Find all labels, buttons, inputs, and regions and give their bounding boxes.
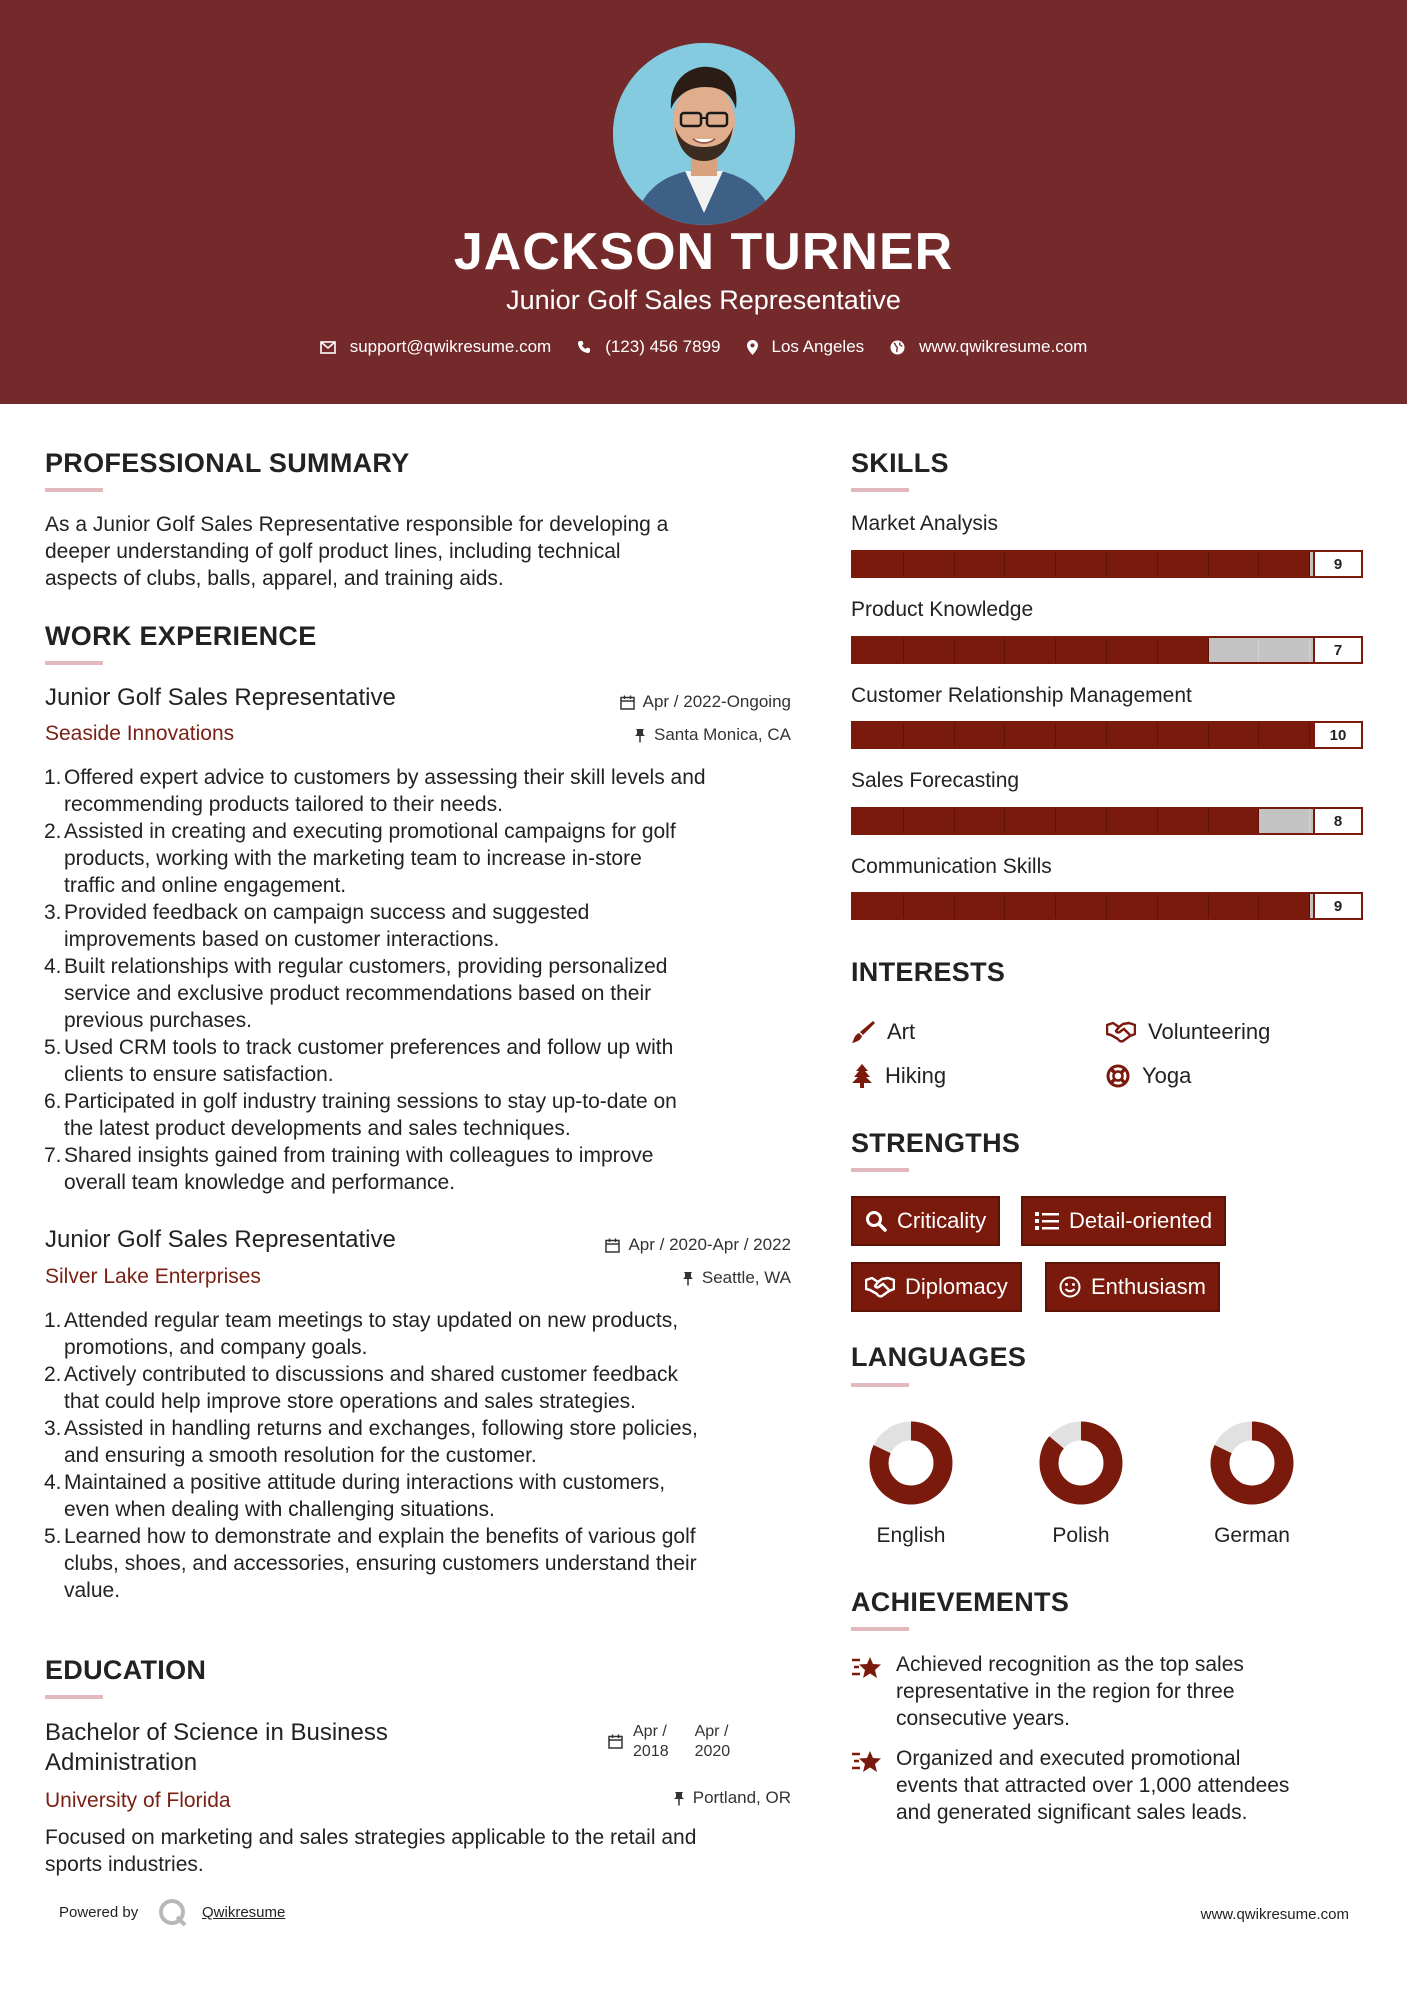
skill-segment	[1158, 723, 1209, 747]
interest-label: Yoga	[1142, 1063, 1192, 1088]
skill-value: 8	[1313, 807, 1363, 835]
date-line: 2020	[694, 1743, 731, 1760]
pushpin-icon	[634, 728, 646, 743]
handshake-icon	[1106, 1021, 1136, 1043]
skill-segment	[1107, 723, 1158, 747]
list-item-line: Participated in golf industry training sessions to stay up-to-date on	[64, 1090, 677, 1113]
list-item-line: Learned how to demonstrate and explain the benefits of various golf	[64, 1525, 696, 1548]
education-description	[45, 1824, 815, 1878]
date-line: Apr /	[694, 1723, 729, 1740]
skill-segment	[853, 894, 904, 918]
degree-line: Bachelor of Science in Business	[45, 1719, 388, 1746]
skill-segment	[1209, 638, 1260, 662]
list-item-line: clients to ensure satisfaction.	[64, 1063, 334, 1086]
strengths-underline	[851, 1168, 909, 1172]
strength-badge	[851, 1196, 1000, 1246]
skill-segment	[955, 809, 1006, 833]
skill-segment	[1158, 638, 1209, 662]
list-item-line: the latest product developments and sales techniques.	[64, 1117, 571, 1140]
school-name: University of Florida	[45, 1789, 231, 1812]
strength-label: Diplomacy	[905, 1274, 1008, 1299]
strength-label: Enthusiasm	[1091, 1274, 1206, 1299]
skill-segment	[1005, 809, 1056, 833]
skill-segment	[1209, 723, 1260, 747]
education-end-date	[695, 1722, 731, 1762]
summary-line: deeper understanding of golf product lines, including technical	[45, 540, 621, 563]
email-text: support@qwikresume.com	[349, 337, 552, 356]
list-icon	[1035, 1211, 1059, 1231]
candidate-title: Junior Golf Sales Representative	[506, 285, 901, 315]
lifebuoy-icon	[1106, 1064, 1130, 1088]
skill-segment	[955, 723, 1006, 747]
language-label: Polish	[1052, 1524, 1110, 1547]
degree-title	[45, 1718, 388, 1778]
smile-icon	[1059, 1276, 1081, 1298]
strengths-heading: STRENGTHS	[851, 1128, 1021, 1158]
skill-value: 7	[1313, 636, 1363, 664]
handshake-icon	[865, 1276, 895, 1298]
job-company: Seaside Innovations	[45, 722, 235, 745]
list-item: 2. Actively contributed to discussions and shared customer feedback that could help improve store operations and sales strategies.	[45, 1361, 805, 1415]
skill-segment	[1107, 638, 1158, 662]
skill-segment	[955, 894, 1006, 918]
list-item-line: Used CRM tools to track customer preferences and follow up with	[64, 1036, 674, 1059]
achievement-line: Achieved recognition as the top sales	[896, 1653, 1244, 1676]
date-line: 2018	[633, 1743, 669, 1760]
achievements-underline	[851, 1627, 909, 1631]
language-donut	[1038, 1420, 1124, 1506]
achievement-line: and generated significant sales leads.	[896, 1801, 1248, 1824]
list-item: 2. Assisted in creating and executing promotional campaigns for golf products, working with the marketing team to increase in-store traffic and online engagement.	[45, 818, 805, 899]
job-dates-text: Apr / 2020-Apr / 2022	[628, 1235, 791, 1254]
language-donut	[868, 1420, 954, 1506]
skill-label: Market Analysis	[851, 512, 999, 535]
list-item-line: promotions, and company goals.	[64, 1336, 368, 1359]
skill-segment	[1209, 894, 1260, 918]
list-item-line: Actively contributed to discussions and shared customer feedback	[64, 1363, 678, 1386]
description-line: sports industries.	[45, 1853, 204, 1876]
job-location	[500, 1268, 791, 1288]
skill-segment	[955, 638, 1006, 662]
work-underline	[45, 661, 103, 665]
list-item-line: recommending products tailored to their needs.	[64, 793, 503, 816]
contact-phone[interactable]	[577, 337, 720, 357]
language-donut	[1209, 1420, 1295, 1506]
skill-bar	[851, 721, 1363, 749]
summary-underline	[45, 488, 103, 492]
list-item-line: Provided feedback on campaign success and suggested	[64, 901, 590, 924]
skill-segment	[1158, 809, 1209, 833]
degree-line: Administration	[45, 1749, 198, 1776]
skill-segment	[1107, 809, 1158, 833]
footer-brand-link[interactable]: Qwikresume	[202, 1904, 286, 1921]
skill-segment	[853, 809, 904, 833]
job-location-text: Seattle, WA	[701, 1268, 791, 1287]
list-item: 6. Participated in golf industry training sessions to stay up-to-date on the latest product developments and sales techniques.	[45, 1088, 805, 1142]
calendar-icon	[605, 1238, 620, 1253]
education-dates	[608, 1722, 730, 1762]
list-item-line: overall team knowledge and performance.	[64, 1171, 456, 1194]
skill-segment	[904, 638, 955, 662]
list-item-line: Built relationships with regular customers, providing personalized	[64, 955, 668, 978]
pushpin-icon	[682, 1271, 694, 1286]
list-item-line: traffic and online engagement.	[64, 874, 347, 897]
list-item-line: Offered expert advice to customers by assessing their skill levels and	[64, 766, 706, 789]
skill-segment	[1259, 809, 1310, 833]
list-item-line: Attended regular team meetings to stay updated on new products,	[64, 1309, 679, 1332]
resume-header	[0, 0, 1407, 404]
interest-label: Volunteering	[1148, 1019, 1271, 1044]
list-item-line: Maintained a positive attitude during interactions with customers,	[64, 1471, 666, 1494]
list-item-line: clubs, shoes, and accessories, ensuring customers understand their	[64, 1552, 697, 1575]
skill-segment	[1056, 894, 1107, 918]
list-item: 3. Assisted in handling returns and exchanges, following store policies, and ensuring a smooth resolution for the customer.	[45, 1415, 805, 1469]
strength-badge	[1021, 1196, 1226, 1246]
footer-url[interactable]: www.qwikresume.com	[1200, 1906, 1349, 1923]
contact-email[interactable]	[320, 337, 552, 357]
job-location-text: Santa Monica, CA	[653, 725, 791, 744]
list-item: 7. Shared insights gained from training with colleagues to improve overall team knowledge and performance.	[45, 1142, 805, 1196]
list-item-line: improvements based on customer interactions.	[64, 928, 500, 951]
skill-segment	[904, 894, 955, 918]
education-heading: EDUCATION	[45, 1655, 207, 1685]
job-dates	[500, 1235, 791, 1255]
footer-powered-by: Powered by	[59, 1904, 139, 1921]
list-item-line: Assisted in handling returns and exchanges, following store policies,	[64, 1417, 698, 1440]
language-label: German	[1214, 1524, 1290, 1547]
skill-segment	[1005, 638, 1056, 662]
skill-label: Customer Relationship Management	[851, 684, 1192, 707]
phone-icon	[577, 340, 591, 354]
calendar-icon	[620, 695, 635, 710]
skill-segment	[1209, 552, 1260, 576]
contact-bar	[0, 337, 1407, 357]
skill-bar	[851, 892, 1363, 920]
strength-label: Detail-oriented	[1069, 1208, 1213, 1233]
interest-label: Art	[887, 1019, 916, 1044]
education-underline	[45, 1695, 103, 1699]
skill-segment	[904, 809, 955, 833]
languages-underline	[851, 1383, 909, 1387]
date-line: Apr /	[633, 1723, 667, 1740]
skill-bar	[851, 550, 1363, 578]
pushpin-icon	[673, 1791, 685, 1806]
skill-segment	[1209, 809, 1260, 833]
skill-bar	[851, 807, 1363, 835]
trophy-star-icon	[851, 1748, 883, 1774]
list-item-line: Assisted in creating and executing promotional campaigns for golf	[64, 820, 676, 843]
job-location	[500, 725, 791, 745]
website-text: www.qwikresume.com	[919, 337, 1088, 356]
skill-segment	[1259, 723, 1310, 747]
skill-segment	[1056, 638, 1107, 662]
trophy-star-icon	[851, 1654, 883, 1680]
interest-label: Hiking	[885, 1063, 947, 1088]
job-dates	[500, 692, 791, 712]
job-title: Junior Golf Sales Representative	[45, 684, 396, 711]
achievements-heading: ACHIEVEMENTS	[851, 1587, 1070, 1617]
skill-segment	[853, 723, 904, 747]
languages-heading: LANGUAGES	[851, 1342, 1027, 1372]
work-heading: WORK EXPERIENCE	[45, 621, 317, 651]
skill-segment	[1005, 894, 1056, 918]
candidate-name: JACKSON TURNER	[453, 223, 954, 281]
skill-segment	[853, 638, 904, 662]
summary-heading: PROFESSIONAL SUMMARY	[45, 448, 410, 478]
skills-heading: SKILLS	[851, 448, 949, 478]
tree-icon	[851, 1064, 873, 1088]
search-icon	[865, 1210, 887, 1232]
skill-segment	[1158, 552, 1209, 576]
list-item: 1. Attended regular team meetings to stay updated on new products, promotions, and company goals.	[45, 1307, 805, 1361]
list-item-line: value.	[64, 1579, 121, 1602]
job-responsibilities	[45, 1307, 805, 1604]
achievement-item	[896, 1651, 1366, 1732]
summary-line: As a Junior Golf Sales Representative responsible for developing a	[45, 513, 669, 536]
summary-line: aspects of clubs, balls, apparel, and training aids.	[45, 567, 504, 590]
job-responsibilities	[45, 764, 805, 1196]
language-label: English	[876, 1524, 946, 1547]
job-dates-text: Apr / 2022-Ongoing	[642, 692, 791, 711]
skill-value: 10	[1313, 721, 1363, 749]
skill-segment	[955, 552, 1006, 576]
skill-label: Communication Skills	[851, 855, 1052, 878]
skill-segment	[1107, 894, 1158, 918]
education-location	[500, 1788, 791, 1808]
skills-underline	[851, 488, 909, 492]
skill-segment	[1158, 894, 1209, 918]
achievement-line: Organized and executed promotional	[896, 1747, 1241, 1770]
list-item-line: previous purchases.	[64, 1009, 252, 1032]
strength-badge	[851, 1262, 1022, 1312]
map-marker-icon	[747, 340, 758, 355]
phone-text: (123) 456 7899	[605, 337, 721, 356]
list-item: 1. Offered expert advice to customers by assessing their skill levels and recommending products tailored to their needs.	[45, 764, 805, 818]
list-item-line: products, working with the marketing team to increase in-store	[64, 847, 642, 870]
skill-bar	[851, 636, 1363, 664]
interest-item	[1106, 1063, 1191, 1089]
skill-segment	[904, 552, 955, 576]
list-item-line: service and exclusive product recommendations based on their	[64, 982, 652, 1005]
skill-segment	[1259, 894, 1310, 918]
list-item-line: even when dealing with challenging situations.	[64, 1498, 495, 1521]
skill-segment	[1005, 552, 1056, 576]
job-title: Junior Golf Sales Representative	[45, 1226, 396, 1253]
list-item-line: and ensuring a smooth resolution for the customer.	[64, 1444, 537, 1467]
job-company: Silver Lake Enterprises	[45, 1265, 261, 1288]
qwikresume-logo-icon	[158, 1898, 188, 1928]
education-location-text: Portland, OR	[692, 1788, 791, 1807]
education-start-date	[633, 1722, 669, 1762]
contact-location	[747, 337, 865, 357]
skill-segment	[1259, 552, 1310, 576]
strength-badge	[1045, 1262, 1220, 1312]
description-line: Focused on marketing and sales strategies applicable to the retail and	[45, 1826, 697, 1849]
envelope-icon	[320, 341, 336, 354]
strength-label: Criticality	[897, 1208, 987, 1233]
interest-item	[851, 1019, 915, 1045]
list-item: 4. Built relationships with regular customers, providing personalized service and exclusive product recommendations based on their previous purchases.	[45, 953, 805, 1034]
skill-segment	[1259, 638, 1310, 662]
skill-segment	[1056, 723, 1107, 747]
skill-value: 9	[1313, 892, 1363, 920]
list-item: 5. Used CRM tools to track customer preferences and follow up with clients to ensure satisfaction.	[45, 1034, 805, 1088]
profile-photo	[613, 43, 795, 225]
skill-segment	[1107, 552, 1158, 576]
list-item: 3. Provided feedback on campaign success and suggested improvements based on customer interactions.	[45, 899, 805, 953]
achievement-item	[896, 1745, 1366, 1826]
paintbrush-icon	[851, 1020, 875, 1044]
calendar-icon	[608, 1734, 623, 1749]
location-text: Los Angeles	[771, 337, 865, 356]
skill-segment	[904, 723, 955, 747]
summary-text	[45, 511, 805, 592]
list-item: 5. Learned how to demonstrate and explain the benefits of various golf clubs, shoes, and accessories, ensuring customers understand their value.	[45, 1523, 805, 1604]
list-item-line: Shared insights gained from training with colleagues to improve	[64, 1144, 654, 1167]
skill-segment	[1005, 723, 1056, 747]
interest-item	[1106, 1019, 1270, 1045]
list-item-line: that could help improve store operations and sales strategies.	[64, 1390, 636, 1413]
skill-segment	[853, 552, 904, 576]
skill-segment	[1056, 809, 1107, 833]
globe-icon	[890, 340, 905, 355]
contact-website[interactable]	[890, 337, 1087, 357]
achievement-line: events that attracted over 1,000 attendees	[896, 1774, 1290, 1797]
skill-label: Sales Forecasting	[851, 769, 1020, 792]
skill-label: Product Knowledge	[851, 598, 1034, 621]
interest-item	[851, 1063, 946, 1089]
achievement-line: representative in the region for three	[896, 1680, 1235, 1703]
list-item: 4. Maintained a positive attitude during interactions with customers, even when dealing with challenging situations.	[45, 1469, 805, 1523]
skill-segment	[1056, 552, 1107, 576]
achievement-line: consecutive years.	[896, 1707, 1070, 1730]
skill-value: 9	[1313, 550, 1363, 578]
interests-heading: INTERESTS	[851, 957, 1006, 987]
